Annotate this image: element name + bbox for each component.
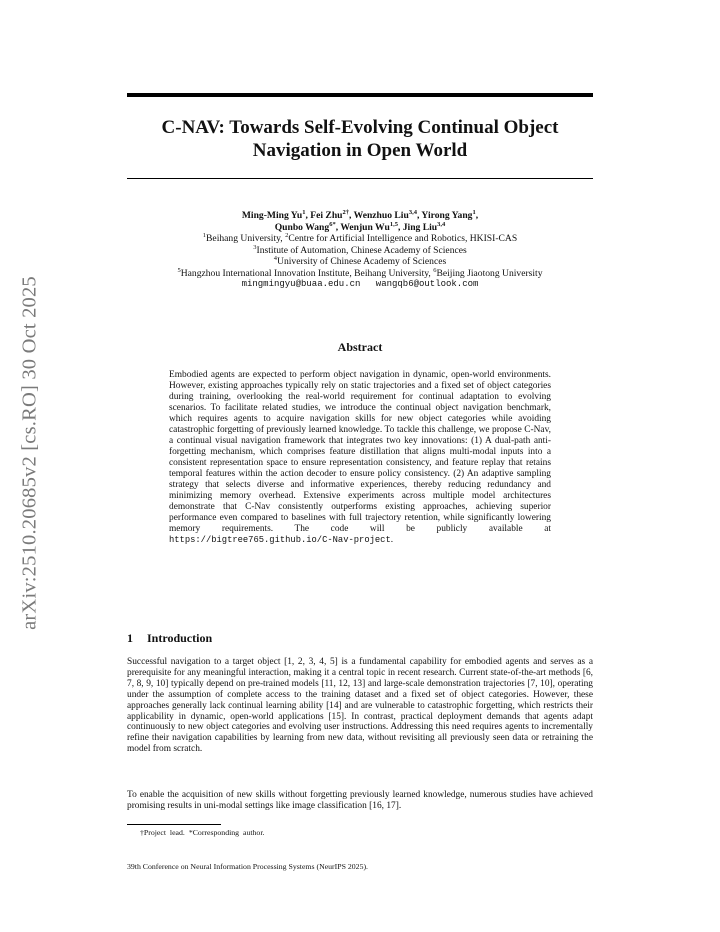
conference-footer: 39th Conference on Neural Information Processing Systems (NeurIPS 2025). <box>127 862 369 871</box>
arxiv-identifier: arXiv:2510.20685v2 [cs.RO] 30 Oct 2025 <box>18 276 41 630</box>
section-title: Introduction <box>147 631 213 645</box>
author: Ming-Ming Yu <box>241 210 303 221</box>
title-line-2: Navigation in Open World <box>252 140 468 161</box>
intro-paragraph-2: To enable the acquisition of new skills without forgetting previously learned knowledge, numerous studies have achieved promising results in uni-modal settings like image classification [16, 17]. <box>127 790 593 811</box>
author: Wenjun Wu <box>340 221 390 233</box>
affiliation-line-2: $^3$Institute of Automation, Chinese Academy of Sciences <box>253 243 467 256</box>
author: Yirong Yang <box>421 210 473 221</box>
project-url[interactable]: https://bigtree765.github.io/C-Nav-project <box>169 535 391 545</box>
affiliation-line-3: $^4$University of Chinese Academy of Sciences <box>273 254 447 267</box>
arxiv-sidebar-stamp <box>14 260 46 646</box>
affiliation-line-1: $^1$Beihang University, $^2$Centre for Artificial Intelligence and Robotics, HKISI-CAS <box>202 231 518 244</box>
author-block <box>100 210 620 291</box>
section-number: 1 <box>127 631 133 645</box>
author-names-line-2: Qunbo Wang$^{6*}$, Wenjun Wu$^{1,5}$, Jing Liu$^{3,4}$ <box>274 220 446 233</box>
footnote-rule <box>127 824 221 825</box>
paper-title <box>127 116 593 162</box>
author: Jing Liu <box>402 221 438 233</box>
title-top-rule <box>127 93 593 97</box>
author: Wenzhuo Liu <box>353 210 409 221</box>
title-line-1: C-NAV: Towards Self-Evolving Continual Object <box>161 117 559 138</box>
section-heading-introduction <box>127 631 212 646</box>
title-bottom-rule <box>127 178 593 179</box>
author-names-line-1: Ming-Ming Yu$^1$, Fei Zhu$^{2\dagger}$, Wenzhuo Liu$^{3,4}$, Yirong Yang$^1$, <box>241 208 479 221</box>
intro-paragraph-1: Successful navigation to a target object [1, 2, 3, 4, 5] is a fundamental capability for embodied agents and serves as a prerequisite for any meaningful interaction, making it a central topic in recent research. Current state-of-the-art methods [6, 7, 8, 9, 10] typically depend on pre-trained models [11, 12, 13] and large-scale demonstration trajectories [7, 10], operating under the assumption of complete access to the training dataset and a fixed set of object categories. However, these approaches generally lack continual learning ability [14] and are vulnerable to catastrophic forgetting, which restricts their applicability in dynamic, open-world applications [15]. In contrast, practical deployment demands that agents adapt continuously to new object categories and evolving user instructions. Addressing this need requires agents to incrementally refine their navigation capabilities by learning from new data, without revisiting all previously seen data or retraining the model from scratch. <box>127 657 593 755</box>
abstract-text: Embodied agents are expected to perform object navigation in dynamic, open-world environments. However, existing approaches typically rely on static trajectories and a fixed set of object categories during training, overlooking the real-world requirement for continual adaptation to evolving scenarios. To facilitate related studies, we introduce the continual object navigation benchmark, which requires agents to acquire navigation skills for new object categories while avoiding catastrophic forgetting of previously learned knowledge. To tackle this challenge, we propose C-Nav, a continual visual navigation framework that integrates two key innovations: (1) A dual-path anti-forgetting mechanism, which comprises feature distillation that aligns multi-modal inputs into a consistent representation space to ensure representation consistency, and feature replay that retains temporal features within the action decoder to ensure policy consistency. (2) An adaptive sampling strategy that selects diverse and informative experiences, thereby reducing redundancy and minimizing memory overhead. Extensive experiments across multiple model architectures demonstrate that C-Nav consistently outperforms existing approaches, achieving superior performance even compared to baselines with full trajectory retention, while significantly lowering memory requirements. The code will be publicly available at https://bigtree765.github.io/C-Nav-project. <box>169 370 551 545</box>
footnote: †Project lead. *Corresponding author. <box>140 828 265 837</box>
abstract-heading: Abstract <box>337 340 383 354</box>
author: Qunbo Wang <box>274 221 330 233</box>
author: Fei Zhu <box>310 210 343 221</box>
author-emails: mingmingyu@buaa.edu.cn wangqb6@outlook.com <box>241 279 479 289</box>
affiliation-line-4: $^5$Hangzhou International Innovation Institute, Beihang University, $^6$Beijing Jiaotong University <box>177 266 543 279</box>
